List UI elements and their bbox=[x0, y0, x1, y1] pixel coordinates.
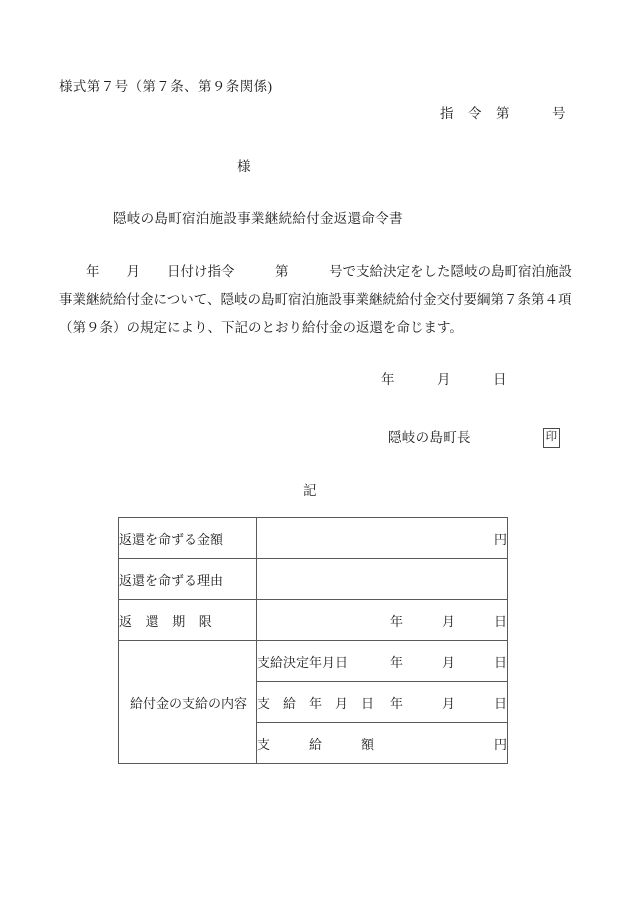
row-value-return-deadline[interactable]: 年 月 日 bbox=[257, 600, 508, 641]
subrow-value-decision-date[interactable]: 年 月 日 bbox=[389, 654, 507, 670]
row-label-payment-details bbox=[119, 641, 257, 764]
order-number-line: 指 令 第 号 bbox=[440, 106, 566, 121]
payment-details-subtable bbox=[257, 641, 507, 763]
row-value-return-amount[interactable]: 円 bbox=[257, 518, 508, 559]
row-label-return-amount: 返還を命ずる金額 bbox=[119, 518, 257, 559]
row-label-payment-details-text: 給付金の支給の内容 bbox=[130, 695, 248, 711]
subrow-value-payment-date[interactable]: 年 月 日 bbox=[381, 682, 507, 723]
return-order-table bbox=[118, 517, 508, 764]
subrow-label-payment-date: 支 給 年 月 日 bbox=[257, 682, 381, 723]
body-paragraph bbox=[59, 258, 574, 342]
subtable-row bbox=[257, 641, 507, 682]
signer-name: 隠岐の島町長 bbox=[388, 430, 471, 446]
recipient-honorific: 様 bbox=[237, 159, 251, 174]
subrow-label-decision-date: 支給決定年月日 bbox=[257, 654, 349, 670]
subtable-row bbox=[257, 682, 507, 723]
issue-date-line: 年 月 日 bbox=[381, 372, 507, 387]
ki-marker: 記 bbox=[303, 483, 317, 498]
seal-stamp-icon: 印 bbox=[543, 428, 560, 448]
row-value-return-reason[interactable] bbox=[257, 559, 508, 600]
subrow-label-payment-amount: 支 給 額 bbox=[257, 723, 381, 764]
page-title: 隠岐の島町宿泊施設事業継続給付金返還命令書 bbox=[113, 211, 403, 226]
form-number: 様式第７号（第７条、第９条関係) bbox=[59, 79, 273, 94]
signature-block bbox=[388, 428, 560, 448]
table-row-grouped bbox=[119, 641, 508, 764]
table-row bbox=[119, 600, 508, 641]
row-label-return-deadline: 返 還 期 限 bbox=[119, 600, 257, 641]
row-label-return-reason: 返還を命ずる理由 bbox=[119, 559, 257, 600]
subtable-row bbox=[257, 723, 507, 764]
table-row bbox=[119, 518, 508, 559]
payment-details-subtable-cell bbox=[257, 641, 508, 764]
subrow-value-payment-amount[interactable]: 円 bbox=[381, 723, 507, 764]
body-paragraph-text: 年 月 日付け指令 第 号で支給決定をした隠岐の島町宿泊施設事業継続給付金について、隠岐の島町宿泊施設事業継続給付金交付要綱第７条第４項（第９条）の規定により、下記のとおり給付金の返還を命じます。 bbox=[59, 264, 572, 335]
table-row bbox=[119, 559, 508, 600]
